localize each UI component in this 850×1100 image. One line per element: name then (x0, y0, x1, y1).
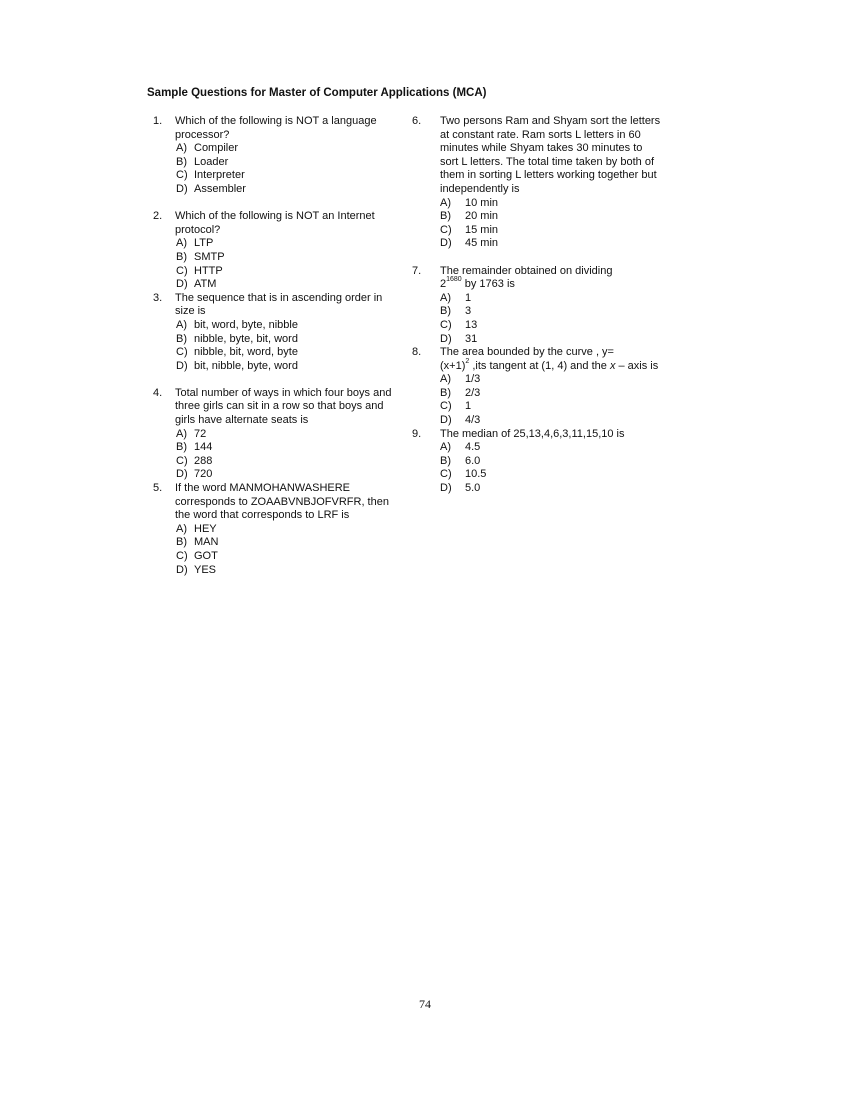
exponent: 2 (465, 358, 470, 366)
question-text: If the word MANMOHANWASHERE corresponds to ZOAABVNBJOFVRFR, then the word that corresponds to LRF is (175, 482, 389, 522)
answer-options (153, 319, 403, 373)
option-d: D) 4/3 (440, 414, 481, 427)
question-6 (412, 115, 662, 251)
answer-options (153, 523, 403, 577)
answer-options (412, 373, 662, 427)
question-number: 2. (153, 210, 163, 223)
option-c: C) nibble, bit, word, byte (176, 346, 298, 359)
question-number: 7. (412, 264, 422, 277)
option-b: B) MAN (176, 536, 219, 549)
option-a: A) 1 (440, 291, 472, 304)
question-number: 9. (412, 427, 422, 440)
question-7 (412, 265, 662, 347)
option-c: C) GOT (176, 550, 218, 562)
question-number: 6. (412, 115, 422, 127)
answer-options (153, 237, 403, 291)
option-c: C) 1 (440, 400, 472, 413)
option-d: D) bit, nibble, byte, word (176, 359, 298, 372)
question-text: Which of the following is NOT an Internet protocol? (175, 210, 375, 236)
option-b: B) Loader (176, 155, 229, 168)
option-a: A) bit, word, byte, nibble (176, 318, 298, 331)
option-d: D) 5.0 (440, 482, 481, 495)
option-d: D) 31 (440, 332, 478, 345)
question-number: 5. (153, 482, 163, 495)
question-text: Which of the following is NOT a language processor? (175, 115, 377, 141)
question-5 (153, 482, 403, 577)
left-question-column (153, 115, 403, 577)
page-number: 74 (419, 997, 431, 1011)
question-text: The area bounded by the curve , y= $(x+1)^2$ ,its tangent at (1, 4) and the x – axis is (440, 346, 659, 372)
option-d: D) ATM (176, 278, 217, 291)
question-text: Two persons Ram and Shyam sort the letters at constant rate. Ram sorts L letters in 60 minutes while Shyam takes 30 minutes to sort L letters. The total time taken by both of them in sorting L letters working together but independently is (440, 115, 661, 195)
option-b: B) 2/3 (440, 386, 481, 399)
option-a: A) HEY (176, 522, 217, 535)
question-text: The median of 25,13,4,6,3,11,15,10 is (440, 427, 625, 440)
exponent: 1680 (446, 276, 462, 284)
answer-options (153, 142, 403, 196)
option-b: B) 6.0 (440, 454, 481, 467)
question-number: 1. (153, 115, 163, 127)
question-1 (153, 115, 403, 197)
question-text: The remainder obtained on dividing $2^{1680}$ by 1763 is (440, 264, 613, 291)
option-b: B) 20 min (440, 210, 499, 223)
option-d: D) YES (176, 563, 217, 576)
option-a: A) 1/3 (440, 373, 481, 386)
question-4 (153, 387, 403, 482)
question-text: Total number of ways in which four boys and three girls can sit in a row so that boys and girls have alternate seats is (175, 386, 392, 427)
option-a: A) 72 (176, 427, 207, 440)
question-2 (153, 210, 403, 292)
option-b: B) 3 (440, 305, 472, 318)
option-d: D) Assembler (176, 182, 246, 195)
option-b: B) SMTP (176, 250, 225, 263)
question-number: 4. (153, 386, 163, 399)
answer-options (153, 428, 403, 482)
answer-options (412, 441, 662, 495)
answer-options (412, 292, 662, 346)
option-d: D) 720 (176, 468, 213, 481)
option-b: B) nibble, byte, bit, word (176, 332, 298, 345)
option-b: B) 144 (176, 441, 213, 454)
option-a: A) Compiler (176, 142, 239, 155)
option-d: D) 45 min (440, 237, 499, 250)
option-c: C) Interpreter (176, 169, 245, 182)
option-a: A) 10 min (440, 196, 499, 209)
option-c: C) 15 min (440, 223, 499, 236)
question-8 (412, 346, 662, 428)
question-number: 8. (412, 346, 422, 359)
question-3 (153, 292, 403, 374)
question-9 (412, 428, 662, 496)
page-title: Sample Questions for Master of Computer Applications (MCA) (147, 87, 487, 99)
option-c: C) HTTP (176, 264, 223, 277)
option-a: A) LTP (176, 237, 214, 250)
option-a: A) 4.5 (440, 441, 481, 454)
option-c: C) 288 (176, 454, 213, 467)
option-c: C) 13 (440, 318, 478, 331)
option-c: C) 10.5 (440, 468, 487, 481)
right-question-column (412, 115, 662, 496)
question-number: 3. (153, 291, 163, 304)
question-text: The sequence that is in ascending order in size is (175, 291, 383, 318)
answer-options (412, 197, 662, 251)
